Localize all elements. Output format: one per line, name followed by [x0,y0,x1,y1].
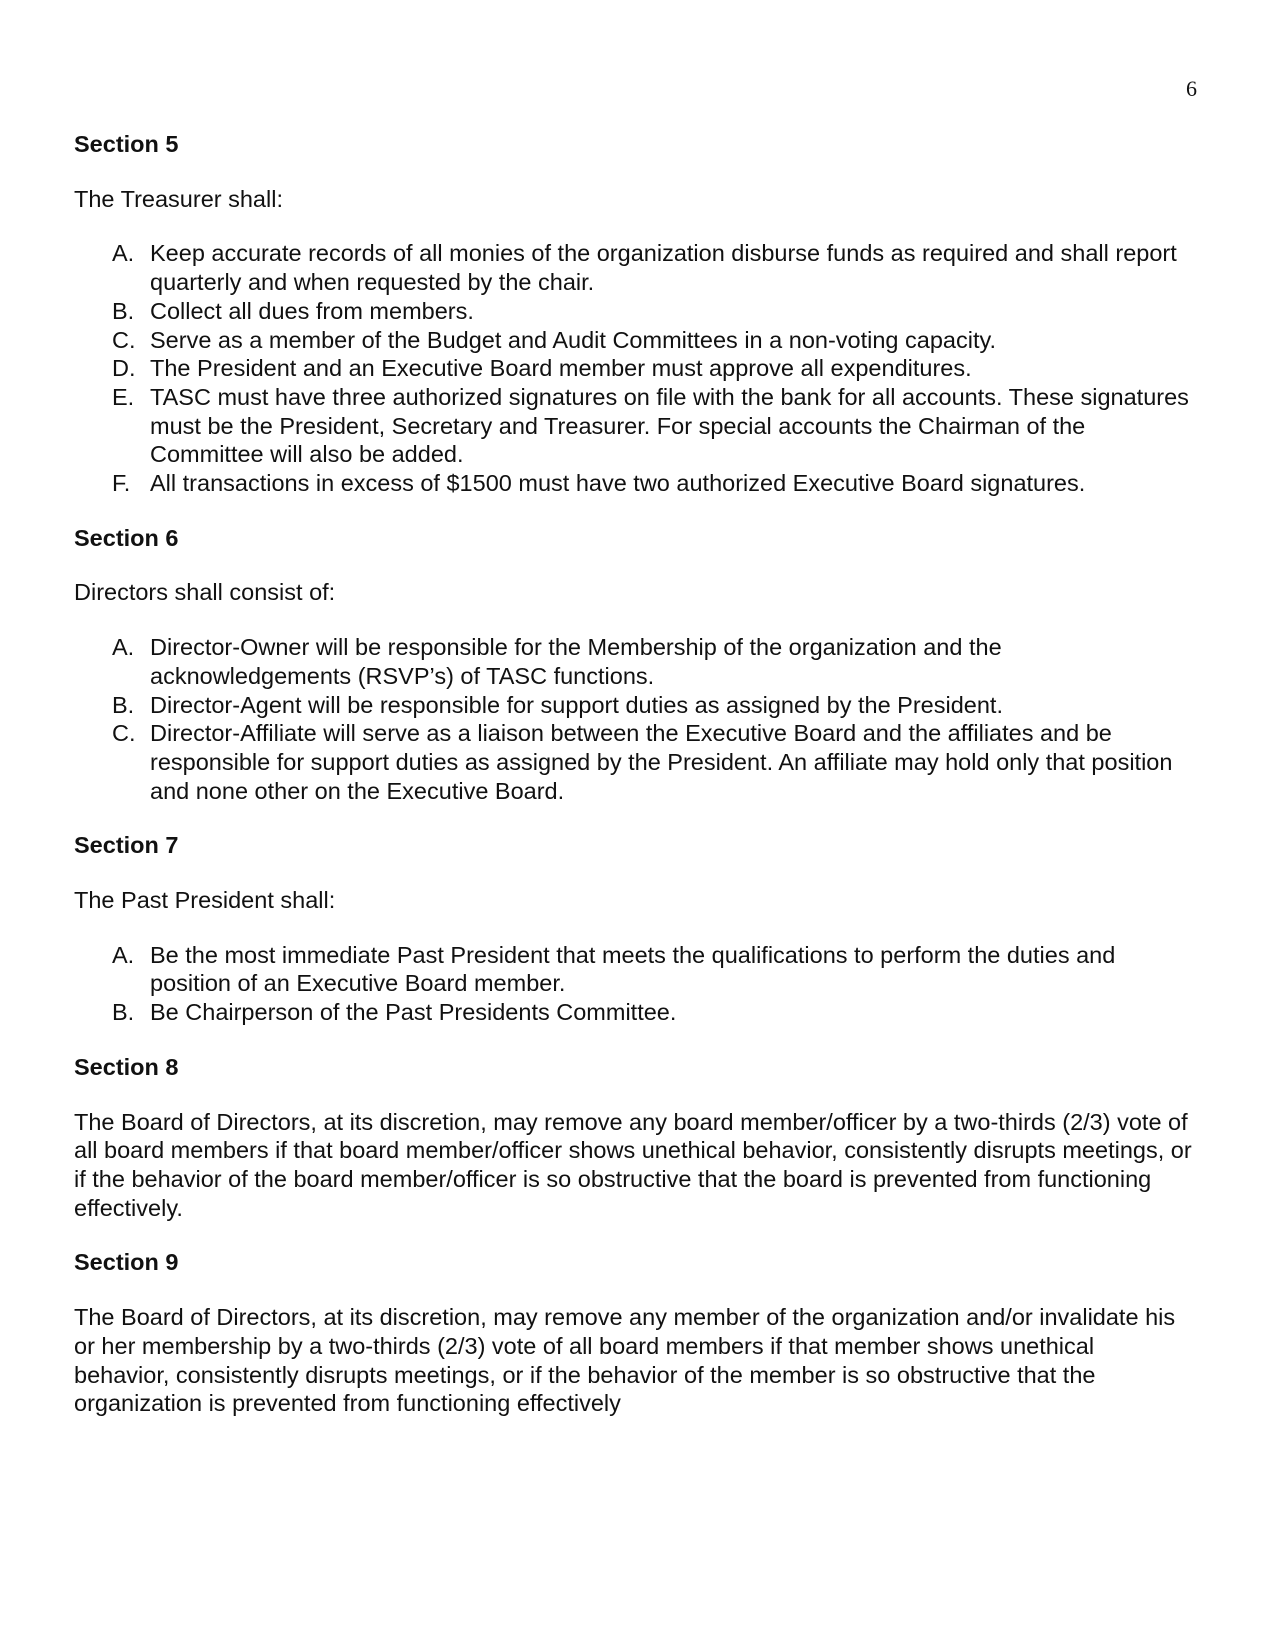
section-paragraph: The Board of Directors, at its discretion, may remove any board member/officer by a two-thirds (2/3) vote of all board members if that board member/officer shows unethical behavior, consistently disrupts meetings, or if the behavior of the board member/officer is so obstructive that the board is prevented from functioning effectively. [74,1108,1192,1221]
list-item-text: TASC must have three authorized signatures on file with the bank for all accounts. These signatures must be the President, Secretary and Treasurer. For special accounts the Chairman of the Committee will also be added. [150,383,1189,468]
section-heading: Section 6 [74,524,179,551]
list-marker: D. [112,355,136,382]
list-item [112,633,1194,690]
list-marker: B. [112,297,135,324]
list-item-text: Director-Owner will be responsible for the Membership of the organization and the acknowledgements (RSVP’s) of TASC functions. [150,634,1002,689]
list-item [112,326,1194,355]
section-5 [74,130,1194,498]
section-paragraph: The Board of Directors, at its discretion, may remove any member of the organization and/or invalidate his or her membership by a two-thirds (2/3) vote of all board members if that member shows unethical behavior, consistently disrupts meetings, or if the behavior of the member is so obstructive that the organization is prevented from functioning effectively [74,1304,1176,1417]
section-9 [74,1248,1194,1418]
list-marker: E. [112,383,135,410]
list-item [112,719,1194,805]
list-marker: A. [112,941,135,968]
list-item-text: Serve as a member of the Budget and Audit Committees in a non-voting capacity. [150,326,997,353]
list-item-text: The President and an Executive Board member must approve all expenditures. [150,355,972,382]
section-list [74,239,1194,497]
list-marker: B. [112,999,135,1026]
section-heading: Section 9 [74,1249,179,1276]
section-intro: Directors shall consist of: [74,579,336,606]
list-item-text: Keep accurate records of all monies of the organization disburse funds as required and shall report quarterly and when requested by the chair. [150,240,1177,296]
list-marker: A. [112,634,135,661]
page-number: 6 [1186,76,1197,101]
list-item [112,354,1194,383]
list-item-text: Director-Agent will be responsible for support duties as assigned by the President. [150,691,1003,718]
list-item-text: Collect all dues from members. [150,297,474,324]
section-6 [74,524,1194,806]
section-heading: Section 8 [74,1053,179,1080]
section-intro: The Treasurer shall: [74,185,283,212]
section-8 [74,1053,1194,1223]
list-marker: F. [112,470,131,497]
list-marker: A. [112,240,135,267]
list-item-text: All transactions in excess of $1500 must have two authorized Executive Board signatures. [150,470,1086,497]
section-heading: Section 7 [74,832,179,859]
list-item [112,239,1194,296]
section-heading: Section 5 [74,131,179,157]
list-item [112,941,1194,998]
list-item [112,998,1194,1027]
list-item-text: Director-Affiliate will serve as a liaison between the Executive Board and the affiliates and be responsible for support duties as assigned by the President. An affiliate may hold only that position and none other on the Executive Board. [150,720,1173,804]
list-item-text: Be the most immediate Past President that meets the qualifications to perform the duties and position of an Executive Board member. [150,941,1116,997]
section-list [74,633,1194,805]
list-item-text: Be Chairperson of the Past Presidents Committee. [150,999,677,1026]
document-body [74,130,1194,1444]
list-marker: C. [112,720,136,747]
list-item [112,297,1194,326]
list-item [112,383,1194,469]
list-item [112,469,1194,498]
section-intro: The Past President shall: [74,887,336,914]
list-item [112,691,1194,720]
list-marker: B. [112,691,135,718]
list-marker: C. [112,326,136,353]
section-7 [74,831,1194,1027]
section-list [74,941,1194,1027]
